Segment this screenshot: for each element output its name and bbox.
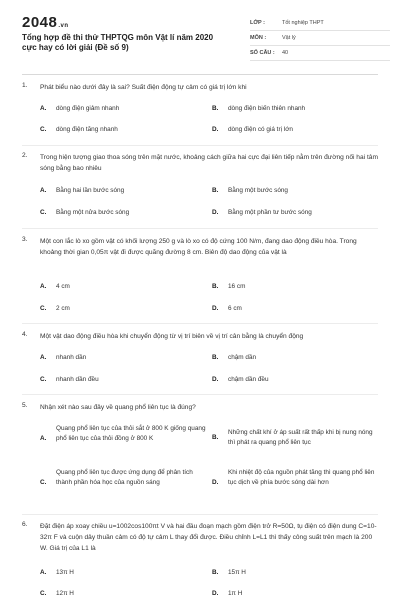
- option-letter: C.: [40, 305, 47, 312]
- option-text: Quang phổ liên tục được ứng dụng để phân tích thành phần hóa học của nguồn sáng: [56, 469, 193, 486]
- option-text: Quang phổ liên tục của thỏi sắt ở 800 K giống quang phổ liên tục của thỏi đồng ở 800 K: [56, 425, 206, 442]
- option-text: chậm dần đều: [228, 376, 269, 383]
- option-text: chậm dần: [228, 354, 257, 361]
- option-text: 6 cm: [228, 305, 242, 312]
- option-text: Bằng hai lần bước sóng: [56, 187, 125, 194]
- question-text: Một vật dao động điều hòa khi chuyển động từ vị trí biên về vị trí cân bằng là chuyển động: [40, 333, 304, 340]
- question-divider: [22, 228, 378, 229]
- meta-value: Tốt nghiệp THPT: [282, 20, 324, 26]
- option-text: dòng điện có giá trị lớn: [228, 126, 293, 133]
- logo-main: 2048: [22, 14, 58, 31]
- option-letter: A.: [40, 283, 47, 290]
- option-text: nhanh dần: [56, 354, 87, 361]
- meta-row-class: [250, 16, 390, 31]
- option-text: Khi nhiệt độ của nguồn phát tăng thì quang phổ liên tục dịch về phía bước sóng dài hơn: [228, 469, 375, 486]
- option-letter: A.: [40, 105, 47, 112]
- option-letter: C.: [40, 590, 47, 597]
- question-text: Trong hiện tượng giao thoa sóng trên mặt nước, khoảng cách giữa hai cực đại liên tiếp nằm trên đường nối hai tâm sóng bằng bao nhiêu: [40, 154, 378, 172]
- option-text: dòng điện biến thiên nhanh: [228, 105, 306, 112]
- question-2: [22, 152, 378, 227]
- option-text: dòng điện tăng nhanh: [56, 126, 118, 133]
- question-text: Phát biểu nào dưới đây là sai? Suất điện động tự cảm có giá trị lớn khi: [40, 84, 247, 91]
- option-letter: C.: [40, 376, 47, 383]
- option-text: 15π H: [228, 569, 246, 576]
- option-letter: D.: [212, 305, 219, 312]
- meta-value: 40: [282, 50, 289, 56]
- question-number: 1.: [22, 82, 28, 89]
- option-text: 1π H: [228, 590, 243, 597]
- option-letter: D.: [212, 209, 219, 216]
- option-letter: C.: [40, 126, 47, 133]
- question-number: 6.: [22, 521, 28, 528]
- question-number: 2.: [22, 152, 28, 159]
- meta-row-count: [250, 46, 390, 61]
- option-letter: D.: [212, 590, 219, 597]
- exam-title: Tổng hợp đề thi thử THPTQG môn Vật lí năm 2020 cực hay có lời giải (Đề số 9): [22, 33, 214, 52]
- question-3: [22, 236, 378, 322]
- meta-label: MÔN :: [250, 35, 267, 41]
- site-logo[interactable]: [22, 14, 69, 31]
- option-letter: D.: [212, 126, 219, 133]
- option-letter: B.: [212, 283, 219, 290]
- option-letter: B.: [212, 105, 219, 112]
- question-4: [22, 331, 378, 391]
- question-text: Một con lắc lò xo gồm vật có khối lượng 250 g và lò xo có độ cứng 100 N/m, đang dao động điều hòa. Trong khoảng thời gian 0,05π vật đi được quãng đường 8 cm. Biên độ dao động của vật là: [40, 238, 357, 256]
- question-divider: [22, 145, 378, 146]
- meta-label: LỚP :: [250, 20, 265, 26]
- option-text: Bằng một nửa bước sóng: [56, 209, 130, 216]
- option-text: Bằng một phần tư bước sóng: [228, 209, 312, 216]
- question-6: [22, 521, 378, 600]
- option-text: 2 cm: [56, 305, 70, 312]
- question-text: Đặt điện áp xoay chiều u=1002cos100πt V và hai đầu đoạn mạch gồm điện trở R=50Ω, tụ điện có điện dung C=10-32π F và cuộn dây thuần cảm có độ tự cảm L thay đổi được. Điều chỉnh L=L1 thì thấy công suất trên mạch là 200 W. Giá trị của L1 là: [40, 523, 377, 552]
- question-number: 3.: [22, 236, 28, 243]
- question-text: Nhận xét nào sau đây về quang phổ liên tục là đúng?: [40, 404, 196, 411]
- question-divider: [22, 323, 378, 324]
- question-divider: [22, 394, 378, 395]
- option-text: Những chất khí ở áp suất rất thấp khi bị nung nóng thì phát ra quang phổ liên tục: [228, 429, 373, 446]
- option-letter: A.: [40, 354, 47, 361]
- option-text: 16 cm: [228, 283, 246, 290]
- option-text: dòng điện giảm nhanh: [56, 105, 120, 112]
- meta-value: Vật lý: [282, 35, 296, 41]
- option-letter: D.: [212, 479, 219, 486]
- option-letter: C.: [40, 479, 47, 486]
- option-text: 13π H: [56, 569, 74, 576]
- question-1: [22, 82, 378, 144]
- header: [0, 0, 400, 70]
- meta-row-subject: [250, 31, 390, 46]
- question-number: 5.: [22, 402, 28, 409]
- option-letter: B.: [212, 354, 219, 361]
- option-text: nhanh dần đều: [56, 376, 99, 383]
- logo-suffix: .vn: [58, 23, 69, 29]
- option-letter: B.: [212, 569, 219, 576]
- option-letter: A.: [40, 569, 47, 576]
- question-5: [22, 402, 378, 514]
- option-letter: B.: [212, 434, 219, 441]
- header-divider: [22, 74, 378, 75]
- option-letter: D.: [212, 376, 219, 383]
- question-number: 4.: [22, 331, 28, 338]
- option-text: 12π H: [56, 590, 74, 597]
- option-text: Bằng một bước sóng: [228, 187, 288, 194]
- meta-label: SỐ CÂU :: [250, 50, 275, 56]
- option-letter: C.: [40, 209, 47, 216]
- exam-meta: [250, 16, 390, 61]
- option-text: 4 cm: [56, 283, 70, 290]
- option-letter: B.: [212, 187, 219, 194]
- option-letter: A.: [40, 435, 47, 442]
- option-letter: A.: [40, 187, 47, 194]
- question-divider: [22, 514, 378, 515]
